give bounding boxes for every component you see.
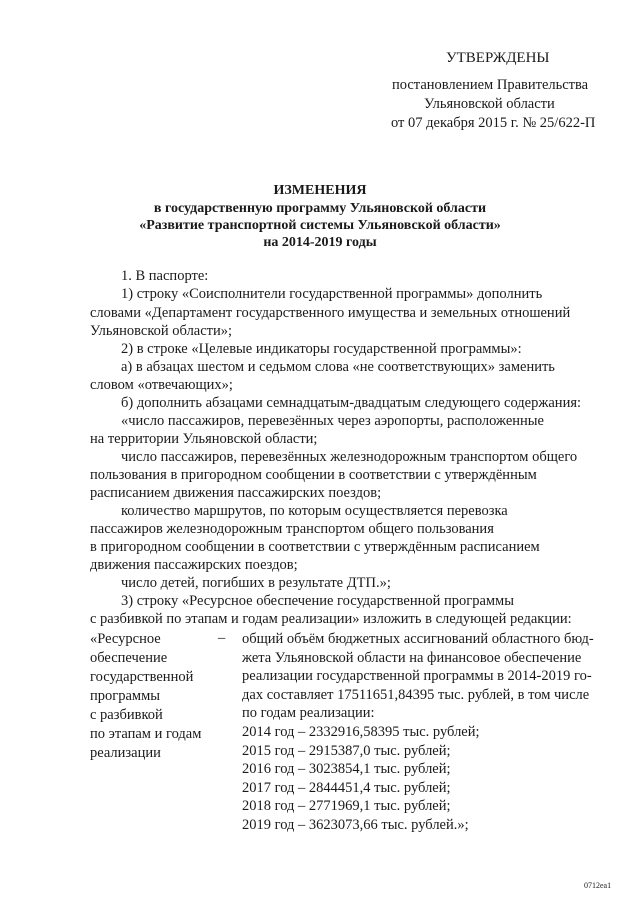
approval-line-1: постановлением Правительства bbox=[392, 77, 589, 93]
resource-text-line: общий объём бюджетных ассигнований областного бюд- bbox=[242, 631, 594, 647]
paragraph-line: расписанием движения пассажирских поездов; bbox=[90, 485, 382, 501]
document-title: ИЗМЕНЕНИЯ bbox=[273, 183, 367, 198]
paragraph-line: словом «отвечающих»; bbox=[90, 377, 233, 393]
document-subtitle-3: на 2014-2019 годы bbox=[263, 235, 377, 250]
resource-year-line: 2018 год – 2771969,1 тыс. рублей; bbox=[242, 798, 451, 815]
resource-row-label bbox=[90, 630, 201, 763]
paragraph-line: 1. В паспорте: bbox=[121, 268, 209, 284]
resource-label-line: «Ресурсное bbox=[90, 631, 161, 647]
paragraph-line: б) дополнить абзацами семнадцатым-двадцатым следующего содержания: bbox=[121, 395, 582, 411]
paragraph-line: пассажиров железнодорожным транспортом общего пользования bbox=[90, 521, 494, 537]
resource-label-line: с разбивкой bbox=[90, 707, 163, 723]
paragraph-line: количество маршрутов, по которым осуществляется перевозка bbox=[121, 503, 508, 519]
resource-label-line: обеспечение bbox=[90, 650, 168, 666]
resource-year-line: 2014 год – 2332916,58395 тыс. рублей; bbox=[242, 723, 480, 740]
resource-year-line: 2017 год – 2844451,4 тыс. рублей; bbox=[242, 779, 451, 796]
approval-line-3: от 07 декабря 2015 г. № 25/622-П bbox=[391, 115, 596, 131]
paragraph-line: число пассажиров, перевезённых железнодорожным транспортом общего bbox=[121, 449, 578, 465]
paragraph-line: с разбивкой по этапам и годам реализации» изложить в следующей редакции: bbox=[90, 611, 572, 627]
resource-text-line: жета Ульяновской области на финансовое обеспечение bbox=[242, 649, 582, 666]
resource-year-line: 2015 год – 2915387,0 тыс. рублей; bbox=[242, 742, 451, 759]
footer-code: 0712ea1 bbox=[584, 881, 612, 890]
paragraph-line: движения пассажирских поездов; bbox=[90, 557, 298, 573]
document-subtitle-2: «Развитие транспортной системы Ульяновской области» bbox=[139, 218, 501, 233]
paragraph-line: число детей, погибших в результате ДТП.»; bbox=[121, 575, 391, 591]
paragraph-line: 3) строку «Ресурсное обеспечение государственной программы bbox=[121, 593, 514, 609]
paragraph-line: 2) в строке «Целевые индикаторы государственной программы»: bbox=[121, 341, 522, 357]
resource-year-line: 2016 год – 3023854,1 тыс. рублей; bbox=[242, 761, 451, 778]
resource-label-line: по этапам и годам bbox=[90, 726, 202, 742]
resource-label-line: программы bbox=[90, 688, 160, 704]
paragraph-line: в пригородном сообщении в соответствии с утверждённым расписанием bbox=[90, 539, 540, 555]
paragraph-line: пользования в пригородном сообщении в соответствии с утверждённым bbox=[90, 467, 537, 483]
resource-row-content bbox=[242, 630, 604, 835]
approval-line-2: Ульяновской области bbox=[424, 96, 555, 112]
paragraph-line: «число пассажиров, перевезённых через аэропорты, расположенные bbox=[121, 413, 544, 429]
resource-label-line: реализации bbox=[90, 745, 161, 761]
paragraph-line: 1) строку «Соисполнители государственной программы» дополнить bbox=[121, 286, 543, 302]
resource-text-line: по годам реализации: bbox=[242, 705, 375, 722]
resource-label-line: государственной bbox=[90, 669, 194, 685]
resource-text-line: реализации государственной программы в 2014-2019 го- bbox=[242, 668, 592, 685]
paragraph-line: Ульяновской области»; bbox=[90, 323, 233, 339]
paragraph-line: словами «Департамент государственного имущества и земельных отношений bbox=[90, 305, 571, 321]
resource-year-line: 2019 год – 3623073,66 тыс. рублей.»; bbox=[242, 816, 469, 833]
resource-dash: – bbox=[218, 630, 226, 646]
document-subtitle-1: в государственную программу Ульяновской области bbox=[153, 201, 487, 216]
resource-text-line: дах составляет 17511651,84395 тыс. рублей, в том числе bbox=[242, 686, 590, 703]
paragraph-line: на территории Ульяновской области; bbox=[90, 431, 318, 447]
paragraph-line: а) в абзацах шестом и седьмом слова «не соответствующих» заменить bbox=[121, 359, 555, 375]
approval-header: УТВЕРЖДЕНЫ bbox=[446, 50, 550, 66]
